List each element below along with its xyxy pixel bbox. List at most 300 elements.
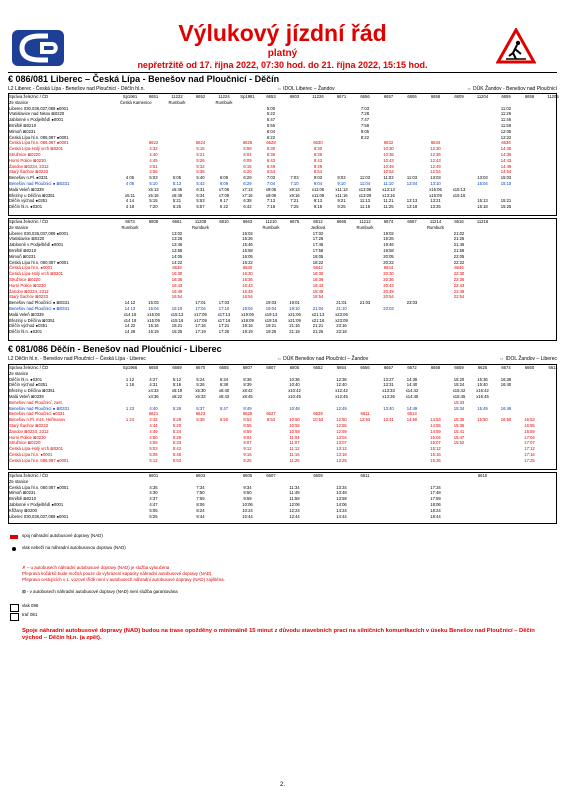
time-cell: 5:36 bbox=[196, 169, 205, 175]
time-cell: 15:21 bbox=[171, 323, 183, 329]
time-cells bbox=[120, 514, 557, 520]
time-cell: 15:25 bbox=[430, 457, 441, 463]
time-cell: 11:10 bbox=[383, 180, 394, 186]
time-cell: 14:54 bbox=[500, 169, 512, 175]
time-cell: 6659 bbox=[454, 365, 464, 370]
station-name: Česká Lípa-Holý vrch ⊠0201 bbox=[9, 146, 64, 152]
time-cell: 4:56 bbox=[149, 169, 158, 175]
time-cell: 17:34 bbox=[430, 484, 441, 490]
time-cell: 10:24 bbox=[242, 507, 253, 513]
time-cell: 18:24 bbox=[430, 507, 441, 513]
time-cell: 5:42 bbox=[196, 180, 205, 186]
time-cell: 21:25 bbox=[312, 329, 324, 335]
legend-item: Přeprava cestujících v 1. vozové třídě není v autobusech náhradní autobusové dopravy (NAD) zajištěna. bbox=[22, 577, 225, 582]
time-cell: 13:41 bbox=[383, 417, 394, 423]
station-name: Horní Police ⊠0230 bbox=[9, 434, 46, 440]
time-cell: 4 14 bbox=[125, 198, 135, 204]
time-cell: 5:29 bbox=[172, 434, 182, 440]
time-cell: x5:33 bbox=[195, 393, 206, 399]
time-cell: 6674 bbox=[383, 219, 394, 224]
time-cell: 16:43 bbox=[242, 282, 253, 288]
time-cell: 11205 bbox=[547, 94, 559, 99]
time-cell: x21:09 bbox=[288, 317, 301, 323]
time-cell: 8:36 bbox=[243, 376, 252, 382]
time-cell: 10:40 bbox=[289, 382, 300, 388]
time-cell: 6 22 bbox=[219, 204, 229, 210]
time-cell: 5:57 bbox=[196, 204, 205, 210]
time-cell: 4:47 bbox=[149, 501, 158, 507]
time-cell: 6:20 bbox=[243, 169, 252, 175]
time-cell: x13:33 bbox=[382, 388, 395, 394]
time-cell: x15:16 bbox=[170, 317, 184, 323]
time-cell: 14 22 bbox=[124, 323, 136, 329]
time-cell: 11:12 bbox=[289, 446, 300, 452]
station-name: Česká Lípa hl.n. 086,087 ●0001 bbox=[9, 140, 69, 146]
time-cell: 5:25 bbox=[149, 513, 158, 519]
station-name: Horní Police ⊠0230 bbox=[9, 282, 46, 288]
time-cell: 17:03 bbox=[218, 300, 230, 306]
time-cell: 15:26 bbox=[242, 236, 253, 242]
time-cell: 14 26 bbox=[124, 329, 136, 335]
section1-title: € 086/081 Liberec – Česká Lípa - Benešov nad Ploučnicí - Děčín bbox=[8, 74, 280, 84]
time-cell: 14:50 bbox=[406, 417, 418, 423]
legend-item: spoj náhradní autobusové dopravy (NAD) bbox=[22, 533, 103, 538]
time-cell: 15:19 bbox=[148, 329, 159, 335]
time-cell: 11:16 bbox=[289, 451, 300, 457]
route-right: ⇔ IDOL Žandov – Liberec bbox=[499, 356, 557, 362]
time-cell: 4:35 bbox=[149, 484, 158, 490]
time-cell: 11212 bbox=[359, 219, 371, 224]
time-cell: 15:34 bbox=[453, 405, 465, 411]
time-cell: 5:37 bbox=[196, 405, 205, 411]
time-cell: 20:54 bbox=[383, 294, 394, 300]
time-cell: 4:44 bbox=[149, 422, 158, 428]
time-cell: 6:42 bbox=[243, 204, 252, 210]
time-cell: 17:21 bbox=[218, 323, 230, 329]
time-cell: 11:21 bbox=[383, 198, 394, 204]
time-cell: 17:26 bbox=[312, 236, 324, 242]
time-cell: 11:03 bbox=[383, 175, 394, 181]
time-cell: 16:22 bbox=[242, 259, 253, 265]
time-cell: x19:16 bbox=[264, 317, 278, 323]
time-cell: 6658 bbox=[430, 94, 441, 99]
time-cells bbox=[120, 329, 557, 335]
time-cell: x8:42 bbox=[242, 388, 253, 394]
time-cell: 20:43 bbox=[383, 282, 394, 288]
station-name: Ze stanice bbox=[9, 478, 29, 484]
time-cell: 13:25 bbox=[336, 457, 347, 463]
time-cell: 16:55 bbox=[524, 422, 535, 428]
time-cell: 6:09 bbox=[219, 175, 229, 181]
time-cell: 1 12 bbox=[125, 376, 135, 382]
time-cell: 4:40 bbox=[149, 151, 158, 157]
time-cell: 19:04 bbox=[242, 305, 253, 311]
time-cell: 6:22 bbox=[266, 134, 276, 140]
time-cell: 6663 bbox=[242, 219, 253, 224]
time-cell: 23:18 bbox=[336, 329, 347, 335]
time-cell: x16:42 bbox=[476, 388, 489, 394]
time-cell: 8:24 bbox=[196, 507, 205, 513]
time-cell: 13:31 bbox=[383, 382, 394, 388]
time-cell: 5:12 bbox=[172, 376, 182, 382]
time-cell: x5:11 bbox=[125, 192, 135, 198]
time-cell: 15:36 bbox=[453, 422, 465, 428]
time-cell: 6:09 bbox=[243, 157, 252, 163]
time-cell: 9:04 bbox=[243, 434, 252, 440]
station-name: Česká Lípa hl.n. 080,087 ●0001 bbox=[9, 484, 69, 490]
time-cell: 20:22 bbox=[383, 259, 394, 265]
time-cell: 13:48 bbox=[336, 490, 347, 496]
time-cell: 5:47 bbox=[266, 117, 276, 123]
time-cell: x17:06 bbox=[194, 311, 207, 317]
time-cell: 5:33 bbox=[172, 440, 182, 446]
time-cell: 16:30 bbox=[242, 271, 253, 277]
time-cell: 15:40 bbox=[477, 382, 488, 388]
time-cell: x5:13 bbox=[148, 186, 159, 192]
time-cell: 14:30 bbox=[500, 146, 512, 152]
time-cell: 6665 bbox=[336, 219, 347, 224]
time-cell: 15:03 bbox=[500, 175, 512, 181]
time-cell: 7:34 bbox=[196, 484, 205, 490]
time-cell: 5:25 bbox=[172, 204, 182, 210]
time-cell: Rumburk bbox=[427, 224, 444, 230]
time-cell: 5:12 bbox=[149, 457, 158, 463]
time-cell: 16:54 bbox=[171, 294, 183, 300]
time-cell: 4:45 bbox=[149, 157, 158, 163]
time-cell: 10:49 bbox=[383, 163, 394, 169]
time-cell: 6629 bbox=[313, 411, 323, 417]
station-name: Žandov ⊠0234, 2312 bbox=[9, 428, 49, 434]
legend-item: ✗ – u autobusech náhradní autobusové dopravy (NAD) je služba vyloučena bbox=[22, 565, 170, 570]
time-cell: 13:59 bbox=[336, 496, 347, 502]
time-cell: 13:16 bbox=[336, 451, 347, 457]
time-cell: 13:27 bbox=[383, 376, 394, 382]
time-cell: 6:36 bbox=[266, 151, 276, 157]
station-name: Česká Lípa hl.n. 086,087 ●0001 bbox=[9, 134, 69, 140]
time-cell: x8:45 bbox=[242, 393, 253, 399]
time-cell: 16:05 bbox=[242, 253, 253, 259]
time-cell: 5:05 bbox=[149, 507, 158, 513]
time-cell: 7:59 bbox=[196, 496, 205, 502]
time-cell: 15:58 bbox=[242, 247, 253, 253]
time-cell: 8:06 bbox=[196, 501, 205, 507]
station-name: Vratislavice ⊠0220 bbox=[9, 236, 45, 242]
time-cell: 10:43 bbox=[383, 157, 394, 163]
station-name: Česká Lípa hl.n. ●0001 bbox=[9, 265, 53, 271]
time-cell: 6628 bbox=[266, 140, 276, 146]
time-cell: 4:40 bbox=[149, 405, 158, 411]
time-cell: 8:59 bbox=[243, 428, 252, 434]
time-cell: 11:02 bbox=[500, 105, 512, 111]
time-cell: 1 16 bbox=[125, 382, 135, 388]
time-cell: 18:54 bbox=[312, 294, 324, 300]
time-cell: 16:54 bbox=[242, 294, 253, 300]
time-cell: 6:34 bbox=[196, 192, 205, 198]
time-cell: 13:13 bbox=[406, 198, 418, 204]
time-cell: x21:13 bbox=[311, 311, 325, 317]
time-cell: 5:15 bbox=[149, 198, 158, 204]
time-cell: 5:24 bbox=[196, 376, 205, 382]
time-cell: x4:33 bbox=[148, 388, 159, 394]
time-cell: 5:28 bbox=[172, 417, 182, 423]
time-cell: 6605 bbox=[242, 473, 253, 478]
station-name: Žandov ⊠0234, 2312 bbox=[9, 163, 49, 169]
station-name: Liberec 030,036,037,089 ●0001 bbox=[9, 513, 69, 519]
time-cell: 14:06 bbox=[336, 501, 347, 507]
time-cell: 5:13 bbox=[172, 180, 182, 186]
time-cell: 15:36 bbox=[477, 376, 488, 382]
time-cell: 6669 bbox=[172, 365, 182, 370]
time-cell: 13:40 bbox=[383, 405, 394, 411]
time-cell: 5:05 bbox=[172, 175, 182, 181]
time-cell: 9:59 bbox=[243, 496, 252, 502]
time-cell: 17:19 bbox=[195, 329, 206, 335]
track-icon bbox=[10, 613, 19, 621]
station-name: Malá Veleň ⊠0339 bbox=[9, 311, 44, 317]
station-name: Vratislavice nad Nisou ⊠0220 bbox=[9, 111, 65, 117]
section1-route bbox=[8, 86, 557, 92]
bullet-icon bbox=[12, 547, 16, 551]
time-cell: x9:16 bbox=[289, 192, 300, 198]
time-cell: 19:25 bbox=[265, 329, 277, 335]
table-row bbox=[8, 329, 557, 335]
time-cell: 4:27 bbox=[149, 376, 158, 382]
time-cell: 15:52 bbox=[453, 440, 465, 446]
time-cell: x10:42 bbox=[288, 388, 301, 394]
time-cell: 14:49 bbox=[406, 405, 418, 411]
time-cell: 16:50 bbox=[500, 417, 512, 423]
time-cell: x9:09 bbox=[265, 192, 277, 198]
station-name: Brniště ⊠0210 bbox=[9, 496, 37, 502]
time-cell: 9:21 bbox=[337, 198, 346, 204]
time-cell: x15:09 bbox=[429, 192, 442, 198]
time-cell: 6652 bbox=[195, 94, 206, 99]
station-name: Benešov n.Pl. ●0331 bbox=[9, 175, 48, 181]
station-name: Starý Šachov ⊠0233 bbox=[9, 169, 48, 175]
time-cell: 6655 bbox=[219, 365, 229, 370]
time-cell: 7:03 bbox=[290, 175, 299, 181]
time-cell: 17:04 bbox=[524, 434, 535, 440]
time-cell: 10:55 bbox=[289, 422, 300, 428]
time-cell: 6624 bbox=[195, 140, 206, 146]
time-cell: 23:16 bbox=[336, 323, 347, 329]
time-cell: 11:07 bbox=[289, 440, 300, 446]
time-cell: 6670 bbox=[195, 365, 206, 370]
time-cell: 6636 bbox=[501, 140, 511, 146]
time-cell: x9:06 bbox=[265, 186, 277, 192]
time-cell: 13:03 bbox=[430, 175, 441, 181]
time-cell: 13:18 bbox=[406, 204, 418, 210]
station-name: Stružnice ⊠0220 bbox=[9, 276, 41, 282]
time-cell: 6810 bbox=[219, 219, 229, 224]
time-cell: 11214 bbox=[429, 219, 442, 224]
time-cell: 5:26 bbox=[196, 382, 205, 388]
time-cell: 17:16 bbox=[524, 451, 535, 457]
document-header bbox=[0, 0, 565, 72]
time-cell: 15:10 bbox=[500, 180, 512, 186]
time-cell: 8:49 bbox=[313, 163, 323, 169]
station-name: Křižany ⊠0200 bbox=[9, 507, 37, 513]
station-name: Mimoň ⊠0231 bbox=[9, 128, 36, 134]
time-cell: 10:44 bbox=[242, 513, 253, 519]
section2-route bbox=[8, 356, 557, 362]
route-mid: ⇔ IDOL Liberec – Žandov bbox=[276, 86, 335, 92]
time-cell: 6638 bbox=[172, 265, 182, 271]
time-cell: 18:44 bbox=[430, 513, 441, 519]
time-cell: 11:59 bbox=[289, 496, 300, 502]
time-cell: 6659 bbox=[501, 94, 511, 99]
route-mid: ⇔ DÚK Benešov nad Ploučnicí – Žandov bbox=[276, 356, 369, 362]
time-cell: 8:30 bbox=[313, 146, 323, 152]
time-cell: 15:41 bbox=[453, 428, 465, 434]
time-cell: 12:50 bbox=[336, 417, 347, 423]
table-row bbox=[8, 204, 557, 210]
time-cell: 22:30 bbox=[453, 271, 465, 277]
station-name: Děčín hl.n. ●0301 bbox=[9, 329, 43, 335]
station-name: Správa železnic / ČD bbox=[9, 94, 49, 99]
time-cell: 11208 bbox=[194, 219, 207, 224]
time-cell: 6:54 bbox=[266, 169, 276, 175]
time-cell: 19:46 bbox=[383, 242, 394, 248]
time-cells bbox=[120, 204, 557, 210]
time-cell: 5:24 bbox=[172, 428, 182, 434]
time-cell: 15:24 bbox=[453, 382, 465, 388]
time-cell: 6660 bbox=[524, 365, 535, 370]
delay-notice: Spoje náhradní autobusové dopravy (NAD) budou na trase opožděny o minimálně 15 minut z důvodu stavebních prací na silničních komunikacích v úseku Benešov nad Ploučnicí – Děčín východ – Děčín hl.n. (a zpět). bbox=[22, 628, 535, 641]
time-cell: x9:13 bbox=[289, 186, 300, 192]
time-cell: 6809 bbox=[454, 94, 464, 99]
time-cell: 14 12 bbox=[124, 300, 136, 306]
time-cell: 23:03 bbox=[383, 305, 394, 311]
time-cell: 6:15 bbox=[243, 163, 252, 169]
time-cell: 15:16 bbox=[430, 451, 441, 457]
station-name: Stružnice ⊠0220 bbox=[9, 440, 41, 446]
time-cell: x12:45 bbox=[335, 393, 348, 399]
time-cell: 13:21 bbox=[430, 198, 441, 204]
time-cell: 10:50 bbox=[289, 417, 300, 423]
time-cell: 14:36 bbox=[406, 376, 418, 382]
station-name: Brniště ⊠0210 bbox=[9, 247, 37, 253]
time-cell: x13:06 bbox=[358, 186, 372, 192]
station-name: Benešov nad Ploučnicí ● ⊠0331 bbox=[9, 305, 70, 311]
route-right: ⇔ DÚK Žandov - Benešov nad Ploučnicí bbox=[466, 86, 557, 92]
time-cell: 6616 bbox=[454, 219, 464, 224]
time-cell: 21:03 bbox=[359, 300, 371, 306]
time-cell: 12:40 bbox=[336, 382, 347, 388]
time-cell: 6658 bbox=[430, 365, 441, 370]
time-cell: 6807 bbox=[266, 365, 276, 370]
time-cell: 17:04 bbox=[195, 305, 206, 311]
time-cell: 11:04 bbox=[289, 434, 300, 440]
time-cell: 18:30 bbox=[312, 271, 324, 277]
time-cell: 18:06 bbox=[430, 501, 441, 507]
time-cell: 6657 bbox=[383, 94, 394, 99]
time-cell: 6622 bbox=[148, 140, 159, 146]
legend-item: vlak 086 bbox=[22, 603, 39, 608]
station-name: Březiny u Děčína ⊠0351 bbox=[9, 192, 55, 198]
time-cell: 6609 bbox=[313, 473, 323, 478]
time-cell: 5:06 bbox=[149, 451, 158, 457]
time-cell: Rumburk bbox=[192, 224, 209, 230]
time-cell: 4:37 bbox=[149, 496, 158, 502]
time-cell: x7:13 bbox=[242, 186, 253, 192]
time-cell: Sp1961 bbox=[122, 94, 138, 99]
time-cell: x14:42 bbox=[405, 388, 419, 394]
time-cell: 14:22 bbox=[171, 259, 183, 265]
station-name: Malá Veleň ⊠0339 bbox=[9, 186, 44, 192]
time-cell: x15:09 bbox=[147, 317, 160, 323]
time-cell: 6:49 bbox=[266, 163, 276, 169]
time-cell: x11:13 bbox=[335, 186, 348, 192]
time-cell: 5:21 bbox=[172, 198, 182, 204]
time-cell: 5:46 bbox=[172, 451, 182, 457]
time-cell: 19:19 bbox=[242, 329, 253, 335]
legend-item: trať 081 bbox=[22, 612, 38, 617]
time-cell: 6673 bbox=[125, 219, 135, 224]
time-cell: 19:04 bbox=[265, 305, 277, 311]
time-cell: 12:06 bbox=[289, 501, 300, 507]
nad-bus-icon bbox=[10, 535, 18, 539]
time-cell: 8:05 bbox=[360, 128, 370, 134]
time-cell: 8:55 bbox=[243, 422, 252, 428]
time-cell: 15:04 bbox=[477, 180, 488, 186]
station-name: Březiny u Děčína ⊠0351 bbox=[9, 388, 55, 394]
time-cell: 13:46 bbox=[171, 242, 183, 248]
time-cell: x4:36 bbox=[148, 393, 159, 399]
time-cell: x15:16 bbox=[452, 192, 466, 198]
time-cell: 15:02 bbox=[242, 230, 253, 236]
timetable-block-1-rows bbox=[8, 94, 557, 210]
time-cell: 8:22 bbox=[360, 134, 370, 140]
page-subtitle: platný bbox=[267, 48, 298, 59]
time-cell: Česká Kamenice bbox=[120, 99, 152, 105]
time-cell: 15:49 bbox=[477, 405, 488, 411]
time-cell: 12:44 bbox=[289, 513, 300, 519]
time-cell: 15:25 bbox=[171, 329, 183, 335]
time-cell: 6:04 bbox=[266, 128, 276, 134]
time-cell: x14:45 bbox=[405, 393, 419, 399]
time-cell: 22:36 bbox=[453, 276, 465, 282]
time-cell: 17:10 bbox=[218, 305, 230, 311]
time-cell: 6803 bbox=[289, 94, 300, 99]
time-cell: 17:07 bbox=[524, 440, 535, 446]
time-cell: 11:03 bbox=[406, 175, 418, 181]
time-cell: 16:36 bbox=[171, 276, 183, 282]
time-cell: 19:02 bbox=[383, 230, 394, 236]
time-cell: x21:16 bbox=[311, 317, 325, 323]
time-cell: 15:50 bbox=[477, 417, 488, 423]
time-cell: 6:47 bbox=[219, 405, 229, 411]
time-cell: 15:07 bbox=[430, 440, 441, 446]
time-cell: 6656 bbox=[360, 94, 370, 99]
time-cell: 6672 bbox=[407, 365, 417, 370]
time-cell: 13:03 bbox=[477, 175, 488, 181]
time-cell: 11226 bbox=[312, 94, 324, 99]
time-cell: 5:03 bbox=[149, 446, 158, 452]
time-cell: 13:58 bbox=[171, 247, 183, 253]
time-cell: 17:46 bbox=[312, 242, 324, 248]
time-cell: 6:31 bbox=[196, 186, 205, 192]
time-cell: 4:50 bbox=[149, 434, 158, 440]
time-cell: Rumburk bbox=[215, 99, 233, 105]
time-cell: 11204 bbox=[476, 94, 489, 99]
time-cell: 5:55 bbox=[266, 122, 276, 128]
table-row bbox=[8, 458, 557, 464]
time-cell: 6644 bbox=[383, 265, 394, 271]
time-cell: 9:25 bbox=[337, 204, 346, 210]
time-cell: 5:40 bbox=[196, 175, 205, 181]
time-cell: 12:05 bbox=[500, 128, 512, 134]
